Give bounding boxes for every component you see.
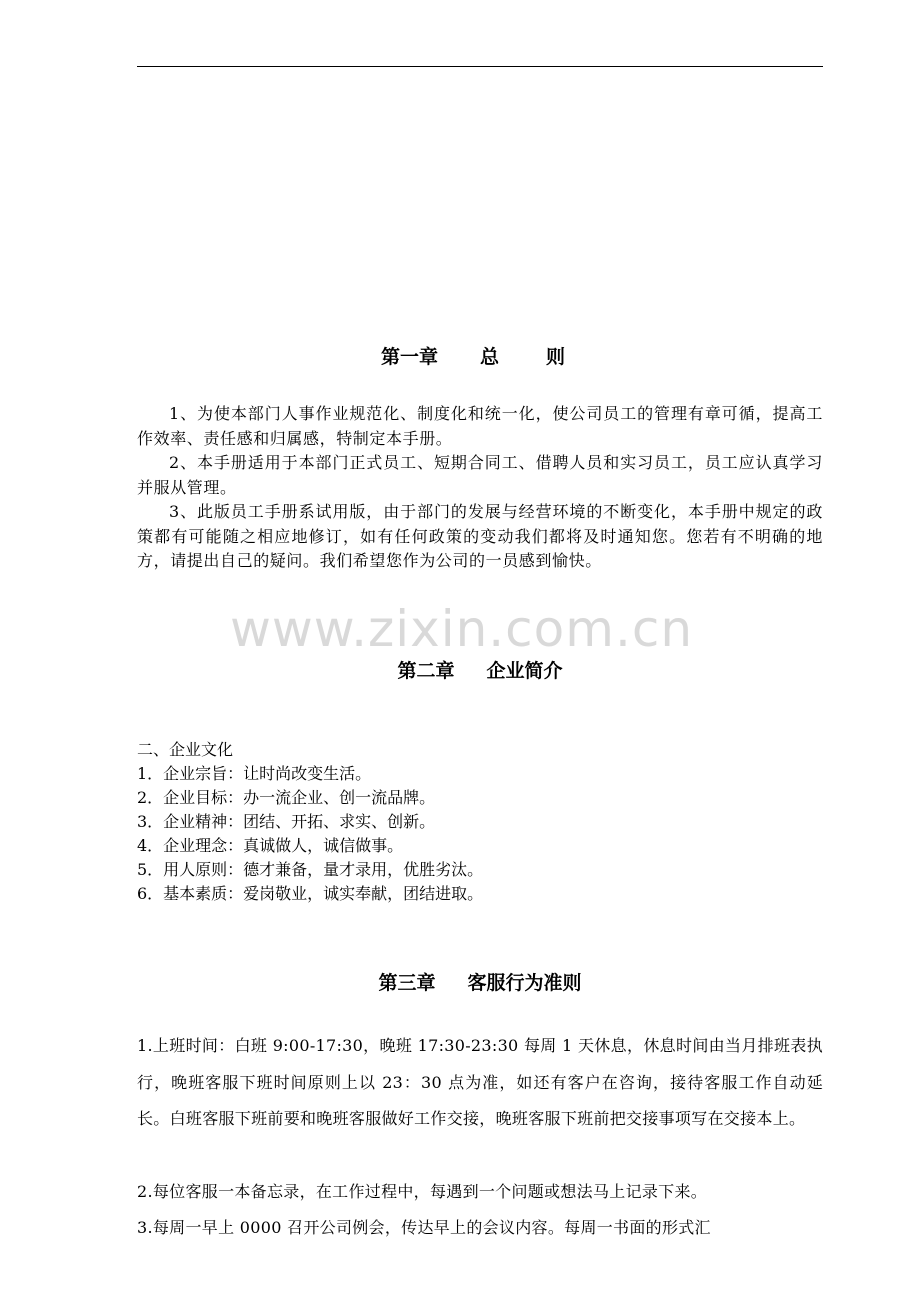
- chapter1-paragraph-1: 1、为使本部门人事作业规范化、制度化和统一化，使公司员工的管理有章可循，提高工作效率、责任感和归属感，特制定本手册。: [137, 404, 823, 448]
- chapter1-title: 总 则: [480, 346, 580, 368]
- watermark: www.zixin.com.cn: [230, 600, 694, 658]
- header-rule: [137, 66, 823, 67]
- list-item: 4．企业理念：真诚做人，诚信做事。: [137, 836, 404, 855]
- list-item: 1．企业宗旨：让时尚改变生活。: [137, 764, 372, 783]
- list-item: 5．用人原则：德才兼备，量才录用，优胜劣汰。: [137, 860, 484, 879]
- chapter3-label: 第三章: [378, 972, 436, 994]
- chapter1-heading: [137, 342, 823, 369]
- chapter3-paragraph-2: 2.每位客服一本备忘录，在工作过程中，每遇到一个问题或想法马上记录下来。: [137, 1182, 708, 1201]
- list-item: 3．企业精神：团结、开拓、求实、创新。: [137, 812, 436, 831]
- chapter1-paragraph-3: 3、此版员工手册系试用版，由于部门的发展与经营环境的不断变化，本手册中规定的政策都有可能随之相应地修订，如有任何政策的变动我们都将及时通知您。您若有不明确的地方，请提出自己的疑问。我们希望您作为公司的一员感到愉快。: [137, 502, 823, 570]
- chapter2-heading: [137, 656, 823, 683]
- chapter3-heading: [137, 968, 823, 995]
- section-title: 二、企业文化: [137, 740, 234, 759]
- chapter3-paragraph-1: 1.上班时间：白班 9:00-17:30，晚班 17:30-23:30 每周 1 天休息，休息时间由当月排班表执行，晚班客服下班时间原则上以 23：30 点为准，如还有客户在咨询，接待客服工作自动延长。白班客服下班前要和晚班客服做好工作交接，晚班客服下班前把交接事项写在交接本上。: [137, 1036, 823, 1128]
- list-item: 2．企业目标：办一流企业、创一流品牌。: [137, 788, 436, 807]
- chapter1-label: 第一章: [380, 346, 438, 368]
- culture-list: [137, 738, 823, 906]
- chapter3-paragraph-3: 3.每周一早上 0000 召开公司例会，传达早上的会议内容。每周一书面的形式汇: [137, 1218, 711, 1237]
- chapter2-title: 企业简介: [486, 660, 563, 682]
- list-item: 6．基本素质：爱岗敬业，诚实奉献，团结进取。: [137, 884, 484, 903]
- chapter3-title: 客服行为准则: [467, 972, 582, 994]
- chapter2-label: 第二章: [397, 660, 455, 682]
- chapter1-paragraph-2: 2、本手册适用于本部门正式员工、短期合同工、借聘人员和实习员工，员工应认真学习并服从管理。: [137, 453, 823, 497]
